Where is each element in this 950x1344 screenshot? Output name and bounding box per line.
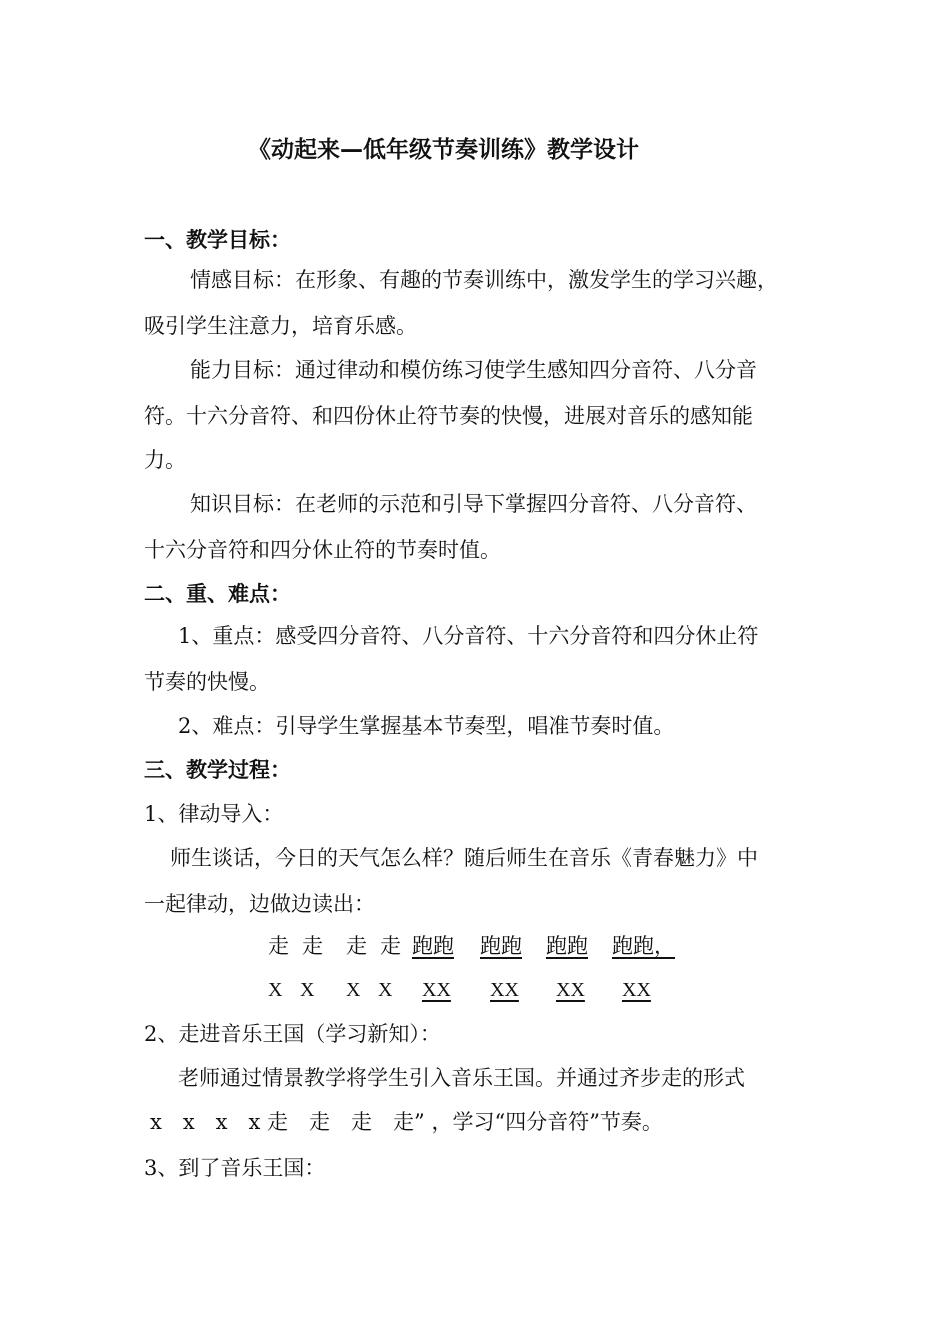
rhythm-note: X (300, 979, 315, 1001)
rhythm-word: 走 (302, 934, 323, 958)
rhythm-note: X (346, 979, 361, 1001)
rhythm-note-underlined: XX (422, 979, 451, 1001)
paragraph-emotion-goal-line1: 情感目标：在形象、有趣的节奏训练中，激发学生的学习兴趣， (190, 268, 778, 292)
paragraph-key-point-line1: 1、重点：感受四分音符、八分音符、十六分音符和四分休止符 (178, 624, 759, 648)
rhythm-word-underlined: 跑跑 (480, 934, 522, 958)
section-heading-objectives: 一、教学目标： (144, 228, 291, 252)
rhythm-note-underlined: XX (556, 979, 585, 1001)
step1-heading: 1、律动导入： (144, 802, 284, 826)
rhythm-word-underlined: 跑跑 (546, 934, 588, 958)
paragraph-ability-goal-line1: 能力目标：通过律动和模仿练习使学生感知四分音符、八分音 (190, 358, 757, 382)
rhythm-note: X (268, 979, 283, 1001)
step1-paragraph-line1: 师生谈话，今日的天气怎么样？随后师生在音乐《青春魅力》中 (170, 846, 758, 870)
step3-heading: 3、到了音乐王国： (144, 1156, 326, 1180)
paragraph-knowledge-goal-line1: 知识目标：在老师的示范和引导下掌握四分音符、八分音符、 (190, 492, 757, 516)
rhythm-word: 走 (380, 934, 401, 958)
rhythm-note-underlined: XX (622, 979, 651, 1001)
rhythm-note-underlined: XX (490, 979, 519, 1001)
step2-paragraph-line1: 老师通过情景教学将学生引入音乐王国。并通过齐步走的形式 (178, 1066, 745, 1090)
paragraph-ability-goal-line3: 力。 (144, 448, 186, 472)
rhythm-word-underlined: 跑跑 (412, 934, 454, 958)
paragraph-knowledge-goal-line2: 十六分音符和四分休止符的节奏时值。 (144, 538, 501, 562)
section-heading-process: 三、教学过程： (144, 758, 291, 782)
rhythm-word-underlined: 跑跑， (612, 934, 675, 958)
rhythm-note: X (378, 979, 393, 1001)
rhythm-word: 走 (346, 934, 367, 958)
paragraph-difficult-point: 2、难点：引导学生掌握基本节奏型，唱准节奏时值。 (178, 714, 675, 738)
rhythm-word: 走 (268, 934, 289, 958)
step1-paragraph-line2: 一起律动，边做边读出： (144, 892, 375, 916)
paragraph-emotion-goal-line2: 吸引学生注意力，培育乐感。 (144, 314, 417, 338)
paragraph-key-point-line2: 节奏的快慢。 (144, 670, 270, 694)
step2-paragraph-line2: x x x x 走 走 走 走” ，学习“四分音符”节奏。 (150, 1110, 663, 1134)
step2-heading: 2、走进音乐王国（学习新知）： (144, 1022, 441, 1046)
document-title: 《动起来—低年级节奏训练》教学设计 (248, 137, 639, 163)
paragraph-ability-goal-line2: 符。十六分音符、和四份休止符节奏的快慢，进展对音乐的感知能 (144, 404, 753, 428)
section-heading-key-points: 二、重、难点： (144, 582, 291, 606)
